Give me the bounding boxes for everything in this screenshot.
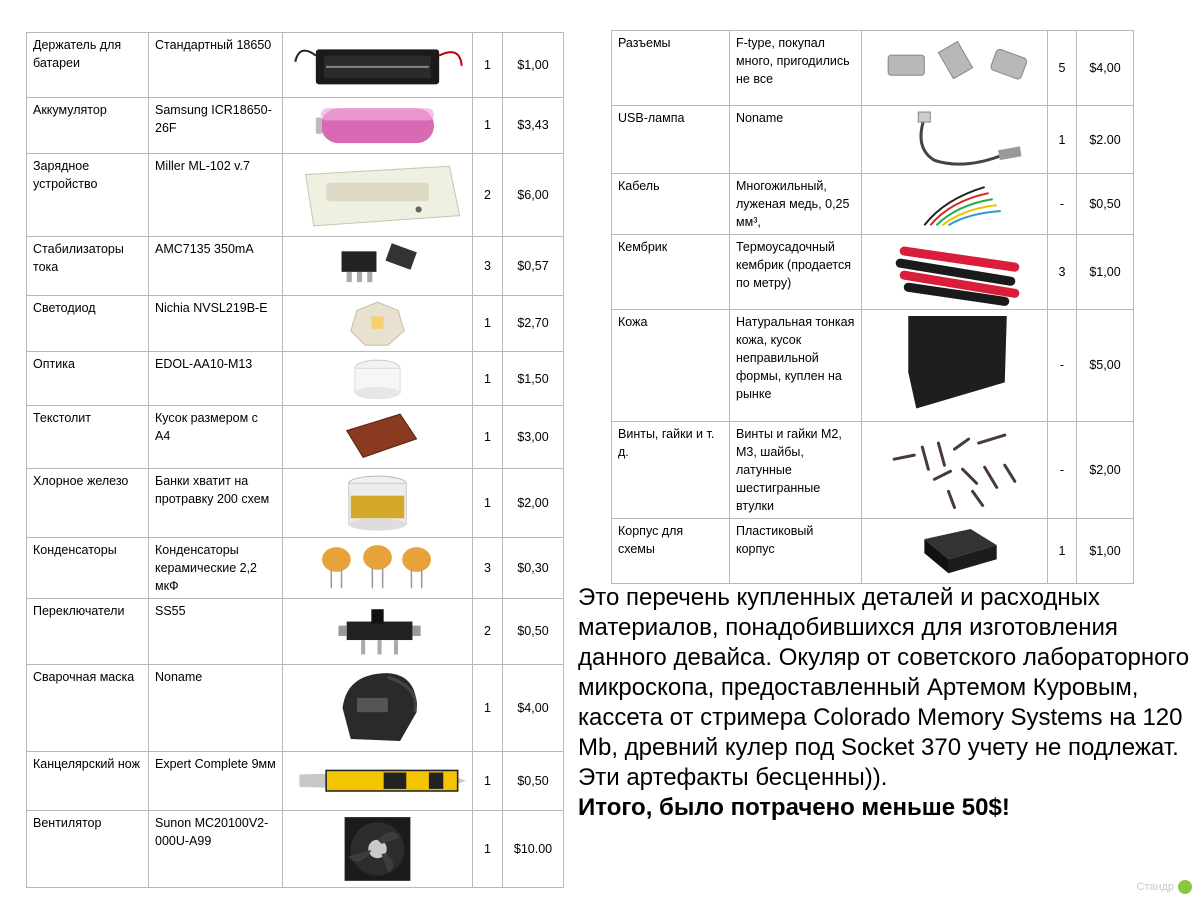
part-name: Переключатели bbox=[27, 598, 149, 665]
table-row bbox=[27, 752, 564, 810]
right-parts-table bbox=[611, 30, 1134, 584]
part-desc: Многожильный, луженая медь, 0,25 мм³, bbox=[730, 173, 862, 234]
part-name: Конденсаторы bbox=[27, 537, 149, 598]
part-desc: Конденсаторы керамические 2,2 мкФ bbox=[149, 537, 283, 598]
chip-icon bbox=[283, 237, 473, 295]
summary-note bbox=[578, 583, 1194, 823]
welding-mask-icon bbox=[283, 665, 473, 752]
part-desc: Термоусадочный кембрик (продается по метру) bbox=[730, 234, 862, 309]
part-price: $2,00 bbox=[1077, 421, 1134, 518]
part-name: Светодиод bbox=[27, 295, 149, 351]
part-qty: 1 bbox=[473, 97, 503, 153]
part-desc: Sunon MC20100V2-000U-A99 bbox=[149, 810, 283, 887]
part-price: $0,50 bbox=[503, 752, 564, 810]
table-row bbox=[27, 537, 564, 598]
part-name: Держатель для батареи bbox=[27, 33, 149, 98]
pcb-icon bbox=[283, 406, 473, 469]
cable-icon bbox=[862, 173, 1048, 234]
part-desc: Стандартный 18650 bbox=[149, 33, 283, 98]
leather-icon bbox=[862, 310, 1048, 422]
part-price: $0,57 bbox=[503, 237, 564, 295]
part-desc: Nichia NVSL219B-E bbox=[149, 295, 283, 351]
part-qty: 5 bbox=[1048, 31, 1077, 106]
part-name: Хлорное железо bbox=[27, 468, 149, 537]
part-qty: - bbox=[1048, 421, 1077, 518]
watermark-text: Стандр bbox=[1136, 881, 1174, 893]
part-price: $5,00 bbox=[1077, 310, 1134, 422]
part-name: Текстолит bbox=[27, 406, 149, 469]
part-price: $3,00 bbox=[503, 406, 564, 469]
part-desc: Натуральная тонкая кожа, кусок неправильной формы, куплен на рынке bbox=[730, 310, 862, 422]
table-row bbox=[27, 665, 564, 752]
part-qty: 1 bbox=[473, 295, 503, 351]
part-qty: 3 bbox=[473, 537, 503, 598]
part-price: $2,70 bbox=[503, 295, 564, 351]
table-row bbox=[27, 406, 564, 469]
led-icon bbox=[283, 295, 473, 351]
table-row bbox=[612, 106, 1134, 173]
watermark bbox=[1136, 880, 1192, 894]
part-qty: 1 bbox=[1048, 518, 1077, 583]
table-row bbox=[612, 234, 1134, 309]
part-name: Разъемы bbox=[612, 31, 730, 106]
part-name: Винты, гайки и т. д. bbox=[612, 421, 730, 518]
table-row bbox=[612, 31, 1134, 106]
part-name: Оптика bbox=[27, 351, 149, 405]
part-name: Вентилятор bbox=[27, 810, 149, 887]
table-row bbox=[27, 237, 564, 295]
part-name: Кембрик bbox=[612, 234, 730, 309]
enclosure-icon bbox=[862, 518, 1048, 583]
part-qty: 1 bbox=[473, 752, 503, 810]
part-desc: Miller ML-102 v.7 bbox=[149, 153, 283, 236]
battery-holder-icon bbox=[283, 33, 473, 98]
capacitor-icon bbox=[283, 537, 473, 598]
table-row bbox=[612, 173, 1134, 234]
part-price: $6,00 bbox=[503, 153, 564, 236]
part-name: Сварочная маска bbox=[27, 665, 149, 752]
part-qty: 1 bbox=[1048, 106, 1077, 173]
screws-icon bbox=[862, 421, 1048, 518]
part-desc: AMC7135 350mA bbox=[149, 237, 283, 295]
part-qty: 1 bbox=[473, 351, 503, 405]
part-qty: 2 bbox=[473, 598, 503, 665]
battery-icon bbox=[283, 97, 473, 153]
part-desc: Noname bbox=[149, 665, 283, 752]
part-price: $4,00 bbox=[503, 665, 564, 752]
part-name: Зарядное устройство bbox=[27, 153, 149, 236]
part-desc: Expert Complete 9мм bbox=[149, 752, 283, 810]
table-row bbox=[612, 421, 1134, 518]
part-desc: SS55 bbox=[149, 598, 283, 665]
part-desc: Винты и гайки М2, М3, шайбы, латунные шестигранные втулки bbox=[730, 421, 862, 518]
part-qty: 3 bbox=[473, 237, 503, 295]
part-desc: F-type, покупал много, пригодились не все bbox=[730, 31, 862, 106]
table-row bbox=[27, 295, 564, 351]
charger-icon bbox=[283, 153, 473, 236]
part-name: Аккумулятор bbox=[27, 97, 149, 153]
table-row bbox=[27, 598, 564, 665]
part-qty: 1 bbox=[473, 665, 503, 752]
table-row bbox=[27, 97, 564, 153]
summary-text: Это перечень купленных деталей и расходных материалов, понадобившихся для изготовления данного девайса. Окуляр от советского лабораторного микроскопа, предоставленный Артемом Куровым, кассета от стримера Colorado Memory Systems на 120 Mb, древний кулер под Socket 370 учету не подлежат. Эти артефакты бесценны)). bbox=[578, 584, 1190, 791]
part-price: $1,00 bbox=[1077, 234, 1134, 309]
part-qty: 1 bbox=[473, 468, 503, 537]
connector-icon bbox=[862, 31, 1048, 106]
jar-icon bbox=[283, 468, 473, 537]
fan-icon bbox=[283, 810, 473, 887]
knife-icon bbox=[283, 752, 473, 810]
part-price: $0,50 bbox=[1077, 173, 1134, 234]
part-desc: Samsung ICR18650-26F bbox=[149, 97, 283, 153]
part-price: $10.00 bbox=[503, 810, 564, 887]
table-row bbox=[612, 518, 1134, 583]
usb-lamp-icon bbox=[862, 106, 1048, 173]
heatshrink-icon bbox=[862, 234, 1048, 309]
part-qty: - bbox=[1048, 173, 1077, 234]
part-desc: Банки хватит на протравку 200 схем bbox=[149, 468, 283, 537]
part-price: $2.00 bbox=[1077, 106, 1134, 173]
part-price: $0,30 bbox=[503, 537, 564, 598]
summary-total: Итого, было потрачено меньше 50$! bbox=[578, 794, 1010, 821]
part-name: Кожа bbox=[612, 310, 730, 422]
part-name: USB-лампа bbox=[612, 106, 730, 173]
part-qty: 1 bbox=[473, 33, 503, 98]
part-price: $2,00 bbox=[503, 468, 564, 537]
part-desc: Noname bbox=[730, 106, 862, 173]
part-desc: EDOL-AA10-M13 bbox=[149, 351, 283, 405]
table-row bbox=[27, 153, 564, 236]
optic-icon bbox=[283, 351, 473, 405]
part-price: $4,00 bbox=[1077, 31, 1134, 106]
left-parts-table bbox=[26, 32, 564, 888]
table-row bbox=[27, 810, 564, 887]
part-qty: 2 bbox=[473, 153, 503, 236]
part-qty: - bbox=[1048, 310, 1077, 422]
part-qty: 3 bbox=[1048, 234, 1077, 309]
part-qty: 1 bbox=[473, 406, 503, 469]
part-name: Корпус для схемы bbox=[612, 518, 730, 583]
part-price: $1,50 bbox=[503, 351, 564, 405]
part-desc: Пластиковый корпус bbox=[730, 518, 862, 583]
table-row bbox=[612, 310, 1134, 422]
part-name: Стабилизаторы тока bbox=[27, 237, 149, 295]
part-qty: 1 bbox=[473, 810, 503, 887]
watermark-leaf-icon bbox=[1178, 880, 1192, 894]
part-desc: Кусок размером с А4 bbox=[149, 406, 283, 469]
switch-icon bbox=[283, 598, 473, 665]
table-row bbox=[27, 33, 564, 98]
table-row bbox=[27, 468, 564, 537]
part-name: Канцелярский нож bbox=[27, 752, 149, 810]
part-price: $0,50 bbox=[503, 598, 564, 665]
part-price: $3,43 bbox=[503, 97, 564, 153]
part-price: $1,00 bbox=[1077, 518, 1134, 583]
part-price: $1,00 bbox=[503, 33, 564, 98]
table-row bbox=[27, 351, 564, 405]
part-name: Кабель bbox=[612, 173, 730, 234]
